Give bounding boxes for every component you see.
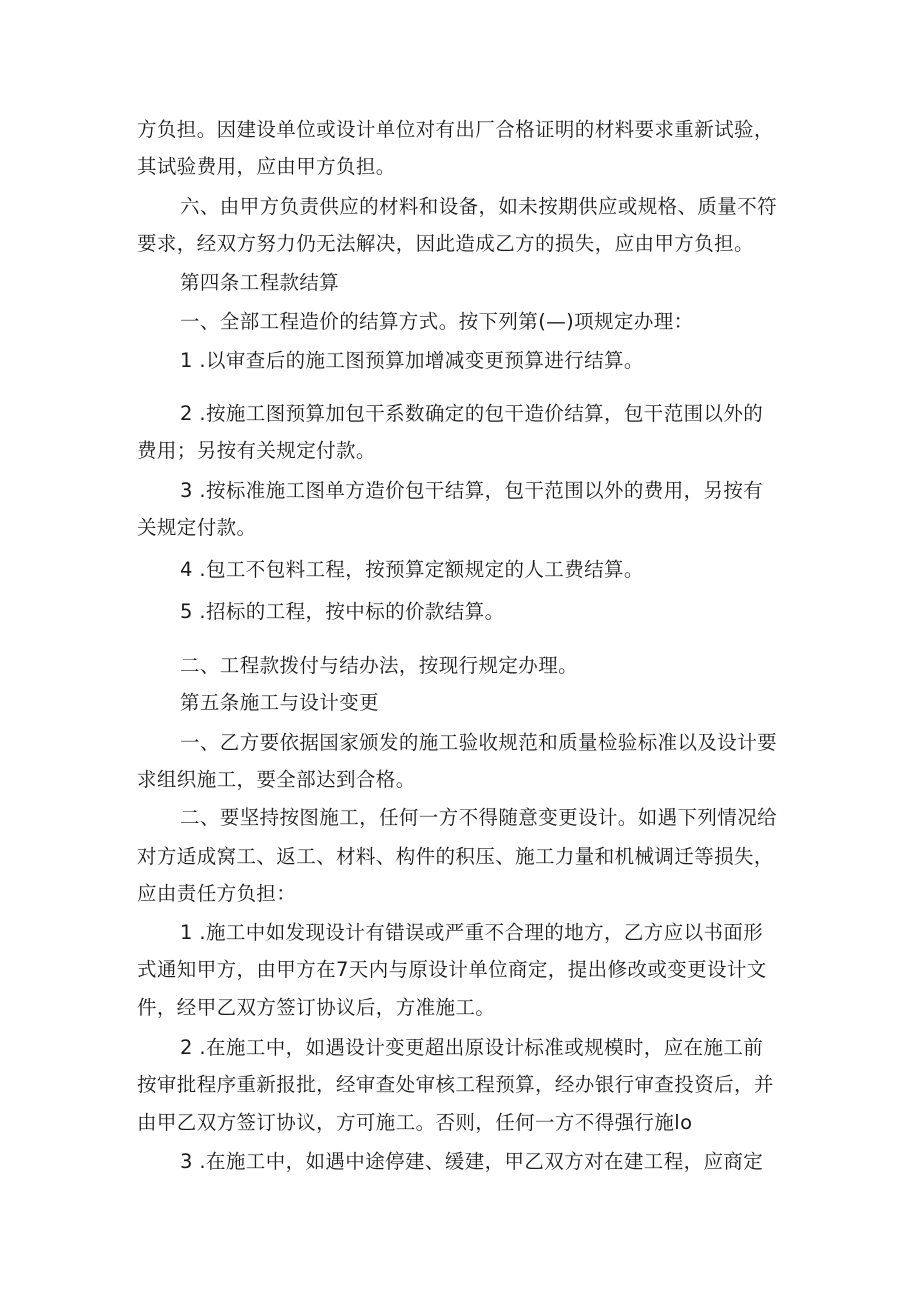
text-line: 3 .按标准施工图单方造价包干结算，包干范围以外的费用，另按有 <box>180 479 764 502</box>
text-line: 2 .按施工图预算加包干系数确定的包干造价结算，包干范围以外的 <box>180 402 764 425</box>
text-line: 对方适成窝工、返工、材料、构件的积压、施工力量和机械调迁等损失， <box>137 845 774 868</box>
text-line: 求组织施工，要全部达到合格。 <box>137 768 416 791</box>
text-line: 5 .招标的工程，按中标的价款结算。 <box>180 600 505 623</box>
text-line: 要求，经双方努力仍无法解决，因此造成乙方的损失，应由甲方负担。 <box>137 232 754 255</box>
text-line: 2 .在施工中，如遇设计变更超出原设计标准或规模时，应在施工前 <box>180 1036 764 1059</box>
text-line: 一、全部工程造价的结算方式。按下列第(—)项规定办理： <box>180 310 694 333</box>
text-line: 按审批程序重新报批，经审查处审核工程预算，经办银行审查投资后，并 <box>137 1073 774 1096</box>
text-line: 式通知甲方，由甲方在7天内与原设计单位商定，提出修改或变更设计文 <box>137 958 767 981</box>
text-line: 费用；另按有关规定付款。 <box>137 439 376 462</box>
text-line: 关规定付款。 <box>137 516 257 539</box>
text-line: 方负担。因建设单位或设计单位对有出厂合格证明的材料要求重新试验， <box>137 118 774 141</box>
section-heading: 第五条施工与设计变更 <box>180 691 380 714</box>
text-line: 其试验费用，应由甲方负担。 <box>137 155 396 178</box>
text-line: 六、由甲方负责供应的材料和设备，如未按期供应或规格、质量不符 <box>180 195 778 218</box>
text-line: 由甲乙双方签订协议，方可施工。否则，任何一方不得强行施lo <box>137 1111 693 1134</box>
text-line: 二、要坚持按图施工，任何一方不得随意变更设计。如遇下列情况给 <box>180 806 778 829</box>
text-line: 1 .以审查后的施工图预算加增减变更预算进行结算。 <box>180 349 644 372</box>
text-line: 3 .在施工中，如遇中途停建、缓建，甲乙双方对在建工程，应商定 <box>180 1150 764 1173</box>
text-line: 件，经甲乙双方签订协议后，方准施工。 <box>137 996 496 1019</box>
text-line: 应由责任方负担： <box>137 882 297 905</box>
text-line: 一、乙方要依据国家颁发的施工验收规范和质量检验标准以及设计要 <box>180 731 778 754</box>
section-heading: 第四条工程款结算 <box>180 271 340 294</box>
text-line: 1 .施工中如发现设计有错误或严重不合理的地方，乙方应以书面形 <box>180 921 764 944</box>
text-line: 二、工程款拨付与结办法，按现行规定办理。 <box>180 654 579 677</box>
text-line: 4 .包工不包料工程，按预算定额规定的人工费结算。 <box>180 558 644 581</box>
